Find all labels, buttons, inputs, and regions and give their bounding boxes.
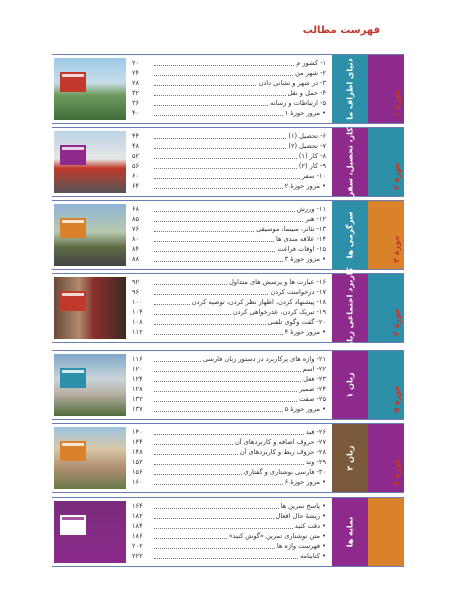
toc-entry-page: ۴۰ [132,109,140,117]
toc-entry-page: ۶۸ [132,205,140,213]
toc-entry-title: • مرور حوزۀ ۳ [284,255,326,263]
section-title: زبان ۱ [345,372,355,398]
dot-leader [154,284,227,285]
dot-leader [154,434,304,435]
section-tab-label: حوزۀ ۳ [392,235,401,263]
dot-leader [154,444,233,445]
toc-entry-title: ۱۸- پیشنهاد کردن، اظهار نظر کردن، توصیه کردن [191,298,326,306]
section-title: نمایه ها [345,516,355,548]
section-photo [54,427,126,489]
dot-leader [154,334,283,335]
section-title: کاربرد اجتماعی زبان [345,267,355,349]
dot-leader [154,148,286,149]
toc-entry-page: ۴۸ [132,142,140,150]
toc-entry[interactable] [132,151,326,161]
dot-leader [154,211,295,212]
section-tab-label: حوزۀ ۶ [392,458,401,486]
section-tab [368,128,404,196]
toc-entry[interactable] [132,254,326,264]
section-band [332,498,368,566]
dot-leader [154,558,298,559]
dot-leader [154,241,274,242]
toc-entry-title: ۲۱- واژه های پرکاربرد در دستور زبان فارسی [202,355,326,363]
toc-entry-page: ۷۶ [132,225,140,233]
dot-leader [154,361,201,362]
section-band [332,201,368,269]
toc-entry-page: ۹۲ [132,278,140,286]
dot-leader [154,95,286,96]
toc-section [52,497,404,567]
toc-entry-title: • پاسخ تمرین ها [280,502,326,510]
toc-entry-page: ۲۴ [132,69,140,77]
dot-leader [154,85,256,86]
toc-entry-page: ۱۸۴ [132,522,143,530]
dot-leader [154,454,238,455]
section-tab [368,201,404,269]
section-photo [54,277,126,339]
toc-entry[interactable] [132,181,326,191]
dot-leader [154,304,190,305]
section-tab-label: حوزۀ ۴ [392,308,401,336]
toc-entry[interactable] [132,224,326,234]
toc-entry[interactable] [132,447,326,457]
toc-entry[interactable] [132,88,326,98]
toc-entry-title: ۱۶- عبارت ها و پرسش های متداول [229,278,326,286]
toc-entry-page: ۱۱۲ [132,328,143,336]
toc-entry-title: ۷- تحصیل (۲) [288,142,326,150]
toc-section [52,423,404,493]
toc-entry-title: ۲۸- حروف ربط و کاربردهای آن [239,448,326,456]
toc-entry-page: ۱۱۶ [132,355,143,363]
toc-entry-title: • کتابنامه [299,552,326,560]
toc-entry-page: ۱۲۸ [132,385,143,393]
section-photo [54,354,126,416]
section-items [132,204,326,264]
dot-leader [154,484,283,485]
section-items [132,354,326,414]
toc-entry[interactable] [132,327,326,337]
book-cover-image [60,441,86,461]
toc-entry[interactable] [132,457,326,467]
toc-entry-title: ۲۹- وند [305,458,326,466]
toc-entry-page: ۲۰۲ [132,542,143,550]
toc-entry[interactable] [132,214,326,224]
section-title: دنیای اطراف ما [345,58,355,120]
toc-entry-title: ۲۴- ضمیر [299,385,326,393]
section-title: زبان ۲ [345,445,355,471]
toc-entry-title: ۱۵- اوقات فراغت [277,245,326,253]
dot-leader [154,474,242,475]
dot-leader [154,231,254,232]
section-tab-label: حوزۀ ۵ [392,385,401,413]
section-items [132,277,326,337]
toc-entry-title: ۱۰- سفر [301,172,326,180]
dot-leader [154,538,227,539]
toc-entry[interactable] [132,58,326,68]
toc-entry[interactable] [132,68,326,78]
toc-entry-title: • مرور حوزۀ ۵ [284,405,326,413]
section-items [132,131,326,191]
toc-entry-title: ۱۹- تبریک کردن، عذرخواهی کردن [232,308,326,316]
toc-section [52,350,404,420]
book-cover-image [60,72,86,92]
toc-entry-title: ۴- حمل و نقل [287,89,326,97]
toc-entry-title: ۱۱- ورزش [296,205,326,213]
toc-entry[interactable] [132,297,326,307]
dot-leader [154,65,294,66]
toc-entry-page: ۵۲ [132,152,140,160]
section-title: کار، تحصیل، سفر [345,127,355,197]
toc-entry-page: ۱۲۴ [132,375,143,383]
toc-entry-page: ۱۵۶ [132,468,143,476]
toc-section [52,54,404,124]
toc-entry[interactable] [132,437,326,447]
toc-entry-title: ۸- کار (۱) [298,152,326,160]
dot-leader [154,411,283,412]
toc-entry-page: ۸۸ [132,255,140,263]
dot-leader [154,401,297,402]
dot-leader [154,314,231,315]
toc-entry-page: ۱۳۷ [132,405,143,413]
toc-entry-title: • دقت کنید [294,522,326,530]
toc-entry-page: ۵۶ [132,162,140,170]
toc-entry-title: ۲۵- صفت [299,395,326,403]
section-tab [368,424,404,492]
toc-entry-title: ۲۳- فعل [303,375,326,383]
toc-entry-page: ۱۳۲ [132,395,143,403]
section-tab-label: حوزۀ ۲ [392,162,401,190]
toc-entry[interactable] [132,404,326,414]
toc-entry[interactable] [132,98,326,108]
toc-entry[interactable] [132,277,326,287]
dot-leader [154,518,274,519]
toc-entry-title: ۳۰- فارسی نوشتاری و گفتاری [243,468,326,476]
toc-section [52,127,404,197]
toc-entry-page: ۱۰۸ [132,318,143,326]
dot-leader [154,324,266,325]
toc-entry-title: • مرور حوزۀ ۲ [284,182,326,190]
toc-entry[interactable] [132,364,326,374]
dot-leader [154,115,283,116]
toc-section [52,267,404,349]
toc-entry-page: ۹۶ [132,288,140,296]
toc-entry-page: ۲۲۲ [132,552,143,560]
toc-section [52,200,404,270]
toc-entry-page: ۱۴۴ [132,438,143,446]
toc-entry[interactable] [132,511,326,521]
toc-entry-page: ۱۶۴ [132,502,143,510]
toc-entry-page: ۴۴ [132,132,140,140]
toc-entry-title: ۹- کار (۲) [298,162,326,170]
dot-leader [154,464,304,465]
toc-entry-page: ۲۸ [132,79,140,87]
section-tab-label: حوزۀ ۱ [392,89,401,117]
toc-entry-page: ۱۲۰ [132,365,143,373]
toc-entry[interactable] [132,78,326,88]
toc-entry[interactable] [132,171,326,181]
section-band [332,267,368,349]
section-items [132,58,326,118]
section-tab [368,498,404,566]
toc-entry[interactable] [132,307,326,317]
toc-entry-title: • فهرست واژه ها [276,542,326,550]
toc-entry-page: ۱۵۲ [132,458,143,466]
toc-entry-title: ۲۶- قید [305,428,326,436]
toc-entry-page: ۱۴۰ [132,428,143,436]
toc-entry[interactable] [132,501,326,511]
toc-entry-page: ۸۴ [132,245,140,253]
toc-entry-page: ۱۰۰ [132,298,143,306]
section-photo [54,131,126,193]
toc-entry[interactable] [132,427,326,437]
toc-entry-title: ۵- ارتباطات و رسانه [270,99,326,107]
toc-entry-page: ۳۲ [132,89,140,97]
dot-leader [154,508,279,509]
toc-entry-page: ۱۸۶ [132,532,143,540]
section-tab [368,351,404,419]
toc-entry[interactable] [132,108,326,118]
toc-entry-page: ۸۵ [132,215,140,223]
dot-leader [154,294,268,295]
toc-entry-title: ۱- کشور م [296,59,326,67]
section-photo [54,204,126,266]
toc-entry[interactable] [132,141,326,151]
section-items [132,427,326,487]
toc-entry-title: • مرور حوزۀ ۶ [284,478,326,486]
book-cover-image [60,291,86,311]
toc-entry[interactable] [132,131,326,141]
toc-entry-title: ۲۰- گفت وگوی تلفنی [267,318,326,326]
dot-leader [154,168,297,169]
toc-entry-page: ۱۰۴ [132,308,143,316]
toc-entry-page: ۶۴ [132,182,140,190]
dot-leader [154,528,293,529]
toc-entry[interactable] [132,354,326,364]
toc-entry[interactable] [132,521,326,531]
dot-leader [154,371,301,372]
toc-entry-title: • ریشۀ حال افعال [275,512,326,520]
toc-entry-page: ۶۰ [132,172,140,180]
section-band [332,424,368,492]
toc-entry-page: ۸۰ [132,235,140,243]
toc-entry[interactable] [132,204,326,214]
toc-entry-title: • مرور حوزۀ ۴ [284,328,326,336]
toc-entry[interactable] [132,541,326,551]
toc-entry-title: ۱۳- تئاتر، سینما، موسیقی [256,225,326,233]
toc-entry-title: ۱۲- هنر [305,215,326,223]
toc-entry[interactable] [132,551,326,561]
book-cover-image [60,515,86,535]
toc-entry[interactable] [132,384,326,394]
dot-leader [154,158,297,159]
section-title: سرگرمی ها [345,211,355,259]
section-band [332,55,368,123]
toc-entry-page: ۱۶۰ [132,478,143,486]
dot-leader [154,105,268,106]
section-band [332,128,368,196]
dot-leader [154,188,283,189]
toc-entry-page: ۱۴۸ [132,448,143,456]
section-tab [368,55,404,123]
section-photo [54,58,126,120]
toc-entry-page: ۱۸۲ [132,512,143,520]
toc-entry[interactable] [132,477,326,487]
book-cover-image [60,368,86,388]
toc-entry-title: ۲۷- حروف اضافه و کاربردهای آن [234,438,326,446]
dot-leader [154,548,275,549]
toc-entry-title: ۶- تحصیل (۱) [288,132,326,140]
section-tab [368,274,404,342]
toc-entry[interactable] [132,244,326,254]
toc-entry-title: • متن نوشتاری تمرین «گوش کنید» [228,532,326,540]
section-band [332,351,368,419]
toc-entry[interactable] [132,161,326,171]
dot-leader [154,381,301,382]
toc-entry[interactable] [132,234,326,244]
page-title: فهرست مطالب [302,25,380,36]
dot-leader [154,138,286,139]
toc-entry-title: ۲۲- اسم [302,365,326,373]
dot-leader [154,251,275,252]
section-photo [54,501,126,563]
book-cover-image [60,145,86,165]
toc-entry[interactable] [132,317,326,327]
toc-entry[interactable] [132,467,326,477]
section-items [132,501,326,561]
dot-leader [154,261,283,262]
toc-entry-title: ۱۴- علاقه مندی ها [276,235,326,243]
dot-leader [154,391,297,392]
toc-entry-page: ۲۰ [132,59,140,67]
book-cover-image [60,218,86,238]
dot-leader [154,75,293,76]
toc-entry-title: ۳- در شهر و نشانی دادن [258,79,326,87]
toc-entry[interactable] [132,374,326,384]
toc-entry[interactable] [132,394,326,404]
dot-leader [154,221,303,222]
toc-entry-title: ۲- شهر من [295,69,326,77]
toc-entry-page: ۳۶ [132,99,140,107]
toc-entry[interactable] [132,287,326,297]
toc-entry-title: • مرور حوزۀ ۱ [284,109,326,117]
dot-leader [154,178,300,179]
toc-entry[interactable] [132,531,326,541]
toc-entry-title: ۱۷- درخواست کردن [270,288,326,296]
